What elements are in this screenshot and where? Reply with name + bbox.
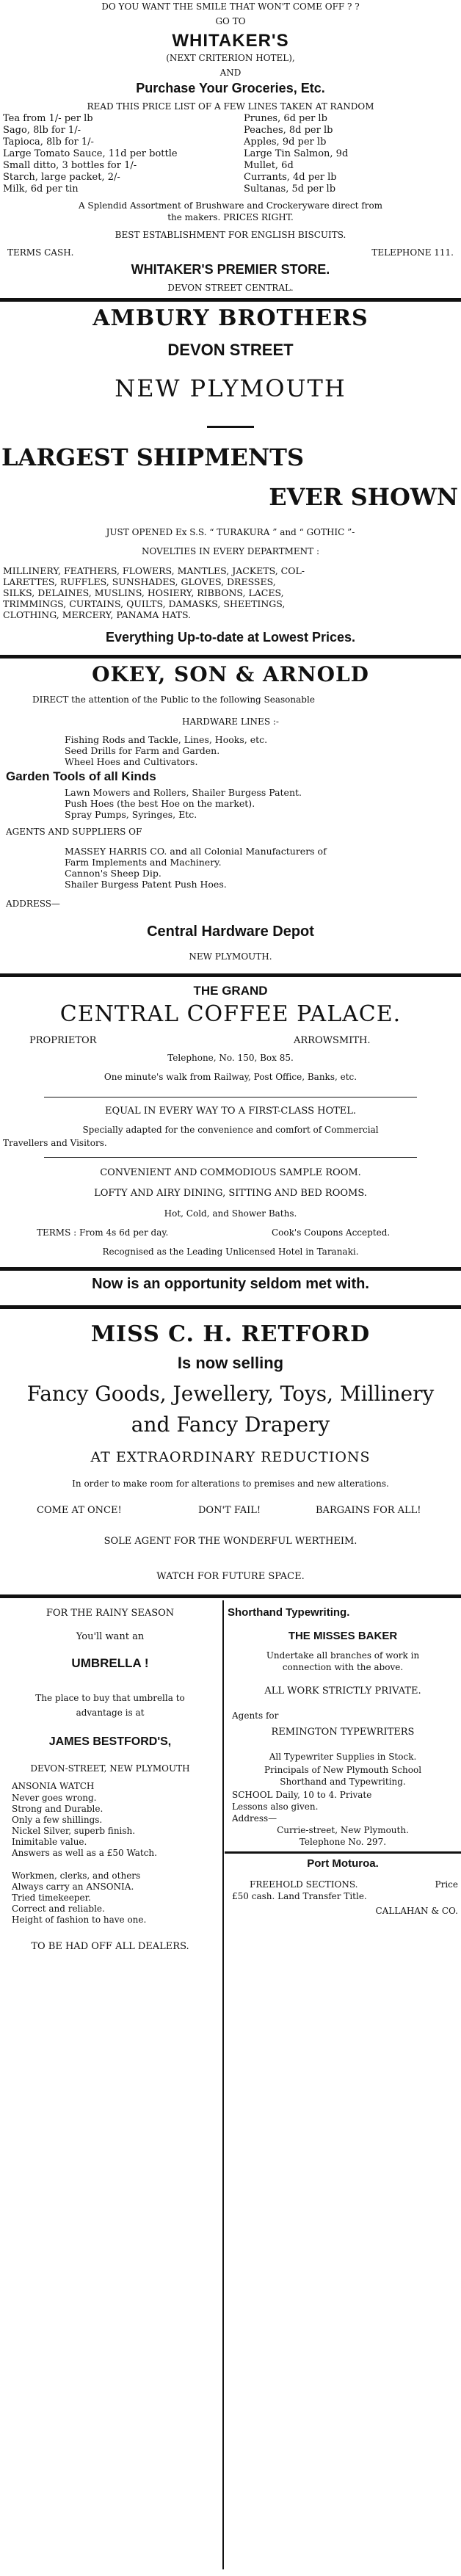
bestford-street: DEVON-STREET, NEW PLYMOUTH <box>30 1763 190 1774</box>
coffee-equal: EQUAL IN EVERY WAY TO A FIRST-CLASS HOTEL. <box>104 1106 357 1117</box>
watch-feature: Answers as well as a £50 Watch. <box>12 1848 157 1858</box>
coffee-lofty: LOFTY AND AIRY DINING, SITTING AND BED ROOMS. <box>94 1188 367 1199</box>
workmen-line: Always carry an ANSONIA. <box>12 1882 134 1892</box>
baker-private: ALL WORK STRICTLY PRIVATE. <box>264 1686 421 1697</box>
retford-bargains: BARGAINS FOR ALL! <box>316 1505 421 1516</box>
whitakers-location: (NEXT CRITERION HOTEL), <box>166 53 295 63</box>
coffee-the-grand: THE GRAND <box>193 984 268 998</box>
coffee-name: CENTRAL COFFEE PALACE. <box>59 1001 402 1027</box>
coffee-terms: TERMS : From 4s 6d per day. <box>37 1227 169 1238</box>
moturoa-title: Port Moturoa. <box>307 1857 379 1870</box>
whitakers-biscuits: BEST ESTABLISHMENT FOR ENGLISH BISCUITS. <box>115 230 346 240</box>
goods-line: TRIMMINGS, CURTAINS, QUILTS, DAMASKS, SHEETINGS, <box>3 598 286 609</box>
baker-school: SCHOOL Daily, 10 to 4. Private <box>232 1790 372 1800</box>
coffee-recognised: Recognised as the Leading Unlicensed Hotel in Taranaki. <box>102 1247 359 1257</box>
baker-address: Currie-street, New Plymouth. <box>277 1825 409 1835</box>
section-divider <box>0 298 461 302</box>
hardware-item: Shailer Burgess Patent Push Hoes. <box>65 879 227 890</box>
price-item: Milk, 6d per tin <box>3 184 79 195</box>
price-item: Large Tin Salmon, 9d <box>244 148 349 159</box>
whitakers-and: AND <box>219 68 242 78</box>
whitakers-assortment-line-2: the makers. PRICES RIGHT. <box>167 212 294 222</box>
retford-selling: Is now selling <box>177 1354 284 1372</box>
coffee-sample-room: CONVENIENT AND COMMODIOUS SAMPLE ROOM. <box>100 1167 361 1178</box>
coffee-walk: One minute's walk from Railway, Post Office, Banks, etc. <box>104 1072 357 1082</box>
whitakers-top-line: DO YOU WANT THE SMILE THAT WON'T COME OFF ? ? <box>101 1 360 12</box>
retford-sole-agent: SOLE AGENT FOR THE WONDERFUL WERTHEIM. <box>104 1536 357 1547</box>
ambury-goods-list <box>3 565 305 620</box>
hardware-item: Cannon's Sheep Dip. <box>65 868 161 879</box>
retford-come: COME AT ONCE! <box>37 1505 122 1516</box>
okey-items-list-2 <box>65 787 302 820</box>
whitakers-right-price-list <box>244 113 348 195</box>
baker-principals-2: Shorthand and Typewriting. <box>280 1777 406 1787</box>
coffee-adapted-1: Specially adapted for the convenience and comfort of Commercial <box>82 1125 379 1135</box>
okey-items-list-1 <box>65 734 267 767</box>
coffee-telephone: Telephone, No. 150, Box 85. <box>167 1053 294 1063</box>
price-item: Tapioca, 8lb for 1/- <box>3 137 94 148</box>
section-divider <box>0 973 461 977</box>
section-divider <box>0 1305 461 1309</box>
okey-hardware-lines: HARDWARE LINES :- <box>182 716 279 727</box>
whitakers-assortment-line-1: A Splendid Assortment of Brushware and Crockeryware direct from <box>78 200 383 211</box>
okey-direct: DIRECT the attention of the Public to the following Seasonable <box>32 694 315 705</box>
price-item: Currants, 4d per lb <box>244 172 337 183</box>
price-item: Large Tomato Sauce, 11d per bottle <box>3 148 178 159</box>
whitakers-name: WHITAKER'S <box>172 31 289 51</box>
hardware-item: Seed Drills for Farm and Garden. <box>65 745 220 756</box>
bestford-watch-list <box>12 1793 157 1859</box>
bestford-workmen-list <box>12 1871 146 1926</box>
workmen-line: Height of fashion to have one. <box>12 1915 147 1925</box>
coffee-baths: Hot, Cold, and Shower Baths. <box>164 1208 297 1219</box>
goods-line: CLOTHING, MERCERY, PANAMA HATS. <box>3 609 192 620</box>
whitakers-go-to: GO TO <box>215 16 246 26</box>
hardware-item: MASSEY HARRIS CO. and all Colonial Manufacturers of <box>65 846 327 857</box>
ambury-street: DEVON STREET <box>167 341 294 359</box>
okey-items-list-3 <box>65 846 327 890</box>
okey-depot: Central Hardware Depot <box>147 924 314 940</box>
ambury-novelties: NOVELTIES IN EVERY DEPARTMENT : <box>142 546 319 556</box>
bestford-umbrella: UMBRELLA ! <box>71 1656 149 1670</box>
ambury-name: AMBURY BROTHERS <box>92 305 369 331</box>
price-item: Apples, 9d per lb <box>244 137 327 148</box>
hardware-item: Farm Implements and Machinery. <box>65 857 222 868</box>
bestford-name: JAMES BESTFORD'S, <box>48 1735 172 1748</box>
baker-name: THE MISSES BAKER <box>288 1630 398 1642</box>
price-item: Small ditto, 3 bottles for 1/- <box>3 160 137 171</box>
retford-reductions: AT EXTRAORDINARY REDUCTIONS <box>90 1449 371 1465</box>
hardware-item: Fishing Rods and Tackle, Lines, Hooks, etc. <box>65 734 268 745</box>
whitakers-advertisement <box>0 0 461 195</box>
workmen-line: Workmen, clerks, and others <box>12 1871 141 1881</box>
section-divider <box>0 655 461 658</box>
bestford-place-2: advantage is at <box>76 1708 145 1718</box>
whitakers-left-price-list <box>3 113 178 195</box>
goods-line: LARETTES, RUFFLES, SUNSHADES, GLOVES, DRESSES, <box>3 576 276 587</box>
price-item: Prunes, 6d per lb <box>244 113 327 124</box>
baker-shorthand: Shorthand Typewriting. <box>228 1606 350 1619</box>
baker-undertake-1: Undertake all branches of work in <box>266 1650 420 1661</box>
bestford-dealers: TO BE HAD OFF ALL DEALERS. <box>31 1941 189 1952</box>
coffee-coupons: Cook's Coupons Accepted. <box>272 1227 391 1238</box>
okey-town: NEW PLYMOUTH. <box>189 951 272 962</box>
baker-remington: REMINGTON TYPEWRITERS <box>271 1727 415 1738</box>
goods-line: SILKS, DELAINES, MUSLINS, HOSIERY, RIBBONS, LACES, <box>3 587 284 598</box>
retford-watch: WATCH FOR FUTURE SPACE. <box>156 1571 305 1582</box>
hardware-item: Wheel Hoes and Cultivators. <box>65 756 198 767</box>
baker-agents-for: Agents for <box>232 1710 279 1721</box>
price-item: Mullet, 6d <box>244 160 294 171</box>
ambury-town: NEW PLYMOUTH <box>115 374 346 402</box>
ambury-just-opened: JUST OPENED Ex S.S. “ TURAKURA ” and “ GOTHIC ”- <box>106 527 355 537</box>
price-item: Peaches, 8d per lb <box>244 125 333 136</box>
baker-principals-1: Principals of New Plymouth School <box>264 1765 422 1775</box>
bestford-rainy: FOR THE RAINY SEASON <box>46 1608 175 1619</box>
baker-telephone: Telephone No. 297. <box>299 1837 387 1847</box>
coffee-proprietor: ARROWSMITH. <box>294 1035 371 1046</box>
retford-name: MISS C. H. RETFORD <box>90 1321 371 1347</box>
okey-address-label: ADDRESS— <box>6 899 60 909</box>
retford-dont-fail: DON'T FAIL! <box>198 1505 261 1516</box>
price-item: Sago, 8lb for 1/- <box>3 125 81 136</box>
bestford-want: You'll want an <box>76 1631 145 1642</box>
whitakers-terms: TERMS CASH. <box>7 247 74 258</box>
coffee-adapted-2: Travellers and Visitors. <box>3 1138 107 1148</box>
watch-feature: Never goes wrong. <box>12 1793 97 1803</box>
retford-goods-line-1: Fancy Goods, Jewellery, Toys, Millinery <box>26 1382 435 1406</box>
ambury-largest-shipments: LARGEST SHIPMENTS <box>1 443 305 471</box>
goods-line: MILLINERY, FEATHERS, FLOWERS, MANTLES, JACKETS, COL- <box>3 565 305 576</box>
watch-feature: Only a few shillings. <box>12 1815 103 1825</box>
whitakers-intro: READ THIS PRICE LIST OF A FEW LINES TAKEN AT RANDOM <box>87 101 374 112</box>
moturoa-agent: CALLAHAN & CO. <box>375 1906 458 1916</box>
hardware-item: Push Hoes (the best Hoe on the market). <box>65 798 255 809</box>
workmen-line: Tried timekeeper. <box>12 1893 91 1903</box>
moturoa-freehold: FREEHOLD SECTIONS. <box>250 1879 358 1890</box>
opportunity-banner: Now is an opportunity seldom met with. <box>92 1276 369 1292</box>
okey-name: OKEY, SON & ARNOLD <box>92 662 369 686</box>
whitakers-telephone: TELEPHONE 111. <box>371 247 454 258</box>
baker-address-label: Address— <box>232 1813 277 1824</box>
workmen-line: Correct and reliable. <box>12 1904 105 1914</box>
hardware-item: Spray Pumps, Syringes, Etc. <box>65 809 197 820</box>
price-item: Sultanas, 5d per lb <box>244 184 336 195</box>
short-divider <box>207 426 254 428</box>
whitakers-purchase: Purchase Your Groceries, Etc. <box>136 81 325 95</box>
whitakers-street: DEVON STREET CENTRAL. <box>167 283 294 293</box>
whitakers-premier-store: WHITAKER'S PREMIER STORE. <box>131 262 330 277</box>
watch-feature: Nickel Silver, superb finish. <box>12 1826 136 1836</box>
thin-divider <box>44 1157 417 1158</box>
price-item: Starch, large packet, 2/- <box>3 172 120 183</box>
hardware-item: Lawn Mowers and Rollers, Shailer Burgess Patent. <box>65 787 302 798</box>
baker-undertake-2: connection with the above. <box>282 1662 404 1672</box>
column-divider <box>222 1600 224 2569</box>
bestford-watch-title: ANSONIA WATCH <box>12 1781 95 1791</box>
baker-lessons: Lessons also given. <box>232 1802 319 1812</box>
retford-goods-line-2: and Fancy Drapery <box>131 1412 330 1437</box>
moturoa-cash: £50 cash. Land Transfer Title. <box>232 1891 367 1901</box>
moturoa-price: Price <box>435 1879 458 1890</box>
watch-feature: Strong and Durable. <box>12 1804 104 1814</box>
coffee-proprietor-label: PROPRIETOR <box>29 1035 97 1046</box>
okey-agents: AGENTS AND SUPPLIERS OF <box>6 827 142 837</box>
ambury-tagline: Everything Up-to-date at Lowest Prices. <box>105 630 356 645</box>
bestford-place-1: The place to buy that umbrella to <box>35 1693 185 1703</box>
okey-garden-tools: Garden Tools of all Kinds <box>6 769 156 783</box>
baker-supplies: All Typewriter Supplies in Stock. <box>269 1752 417 1762</box>
section-divider <box>0 1594 461 1598</box>
watch-feature: Inimitable value. <box>12 1837 87 1847</box>
price-item: Tea from 1/- per lb <box>3 113 93 124</box>
section-divider <box>0 1267 461 1271</box>
retford-order: In order to make room for alterations to premises and new alterations. <box>72 1479 389 1489</box>
section-divider <box>225 1851 461 1854</box>
ambury-ever-shown: EVER SHOWN <box>269 483 458 511</box>
